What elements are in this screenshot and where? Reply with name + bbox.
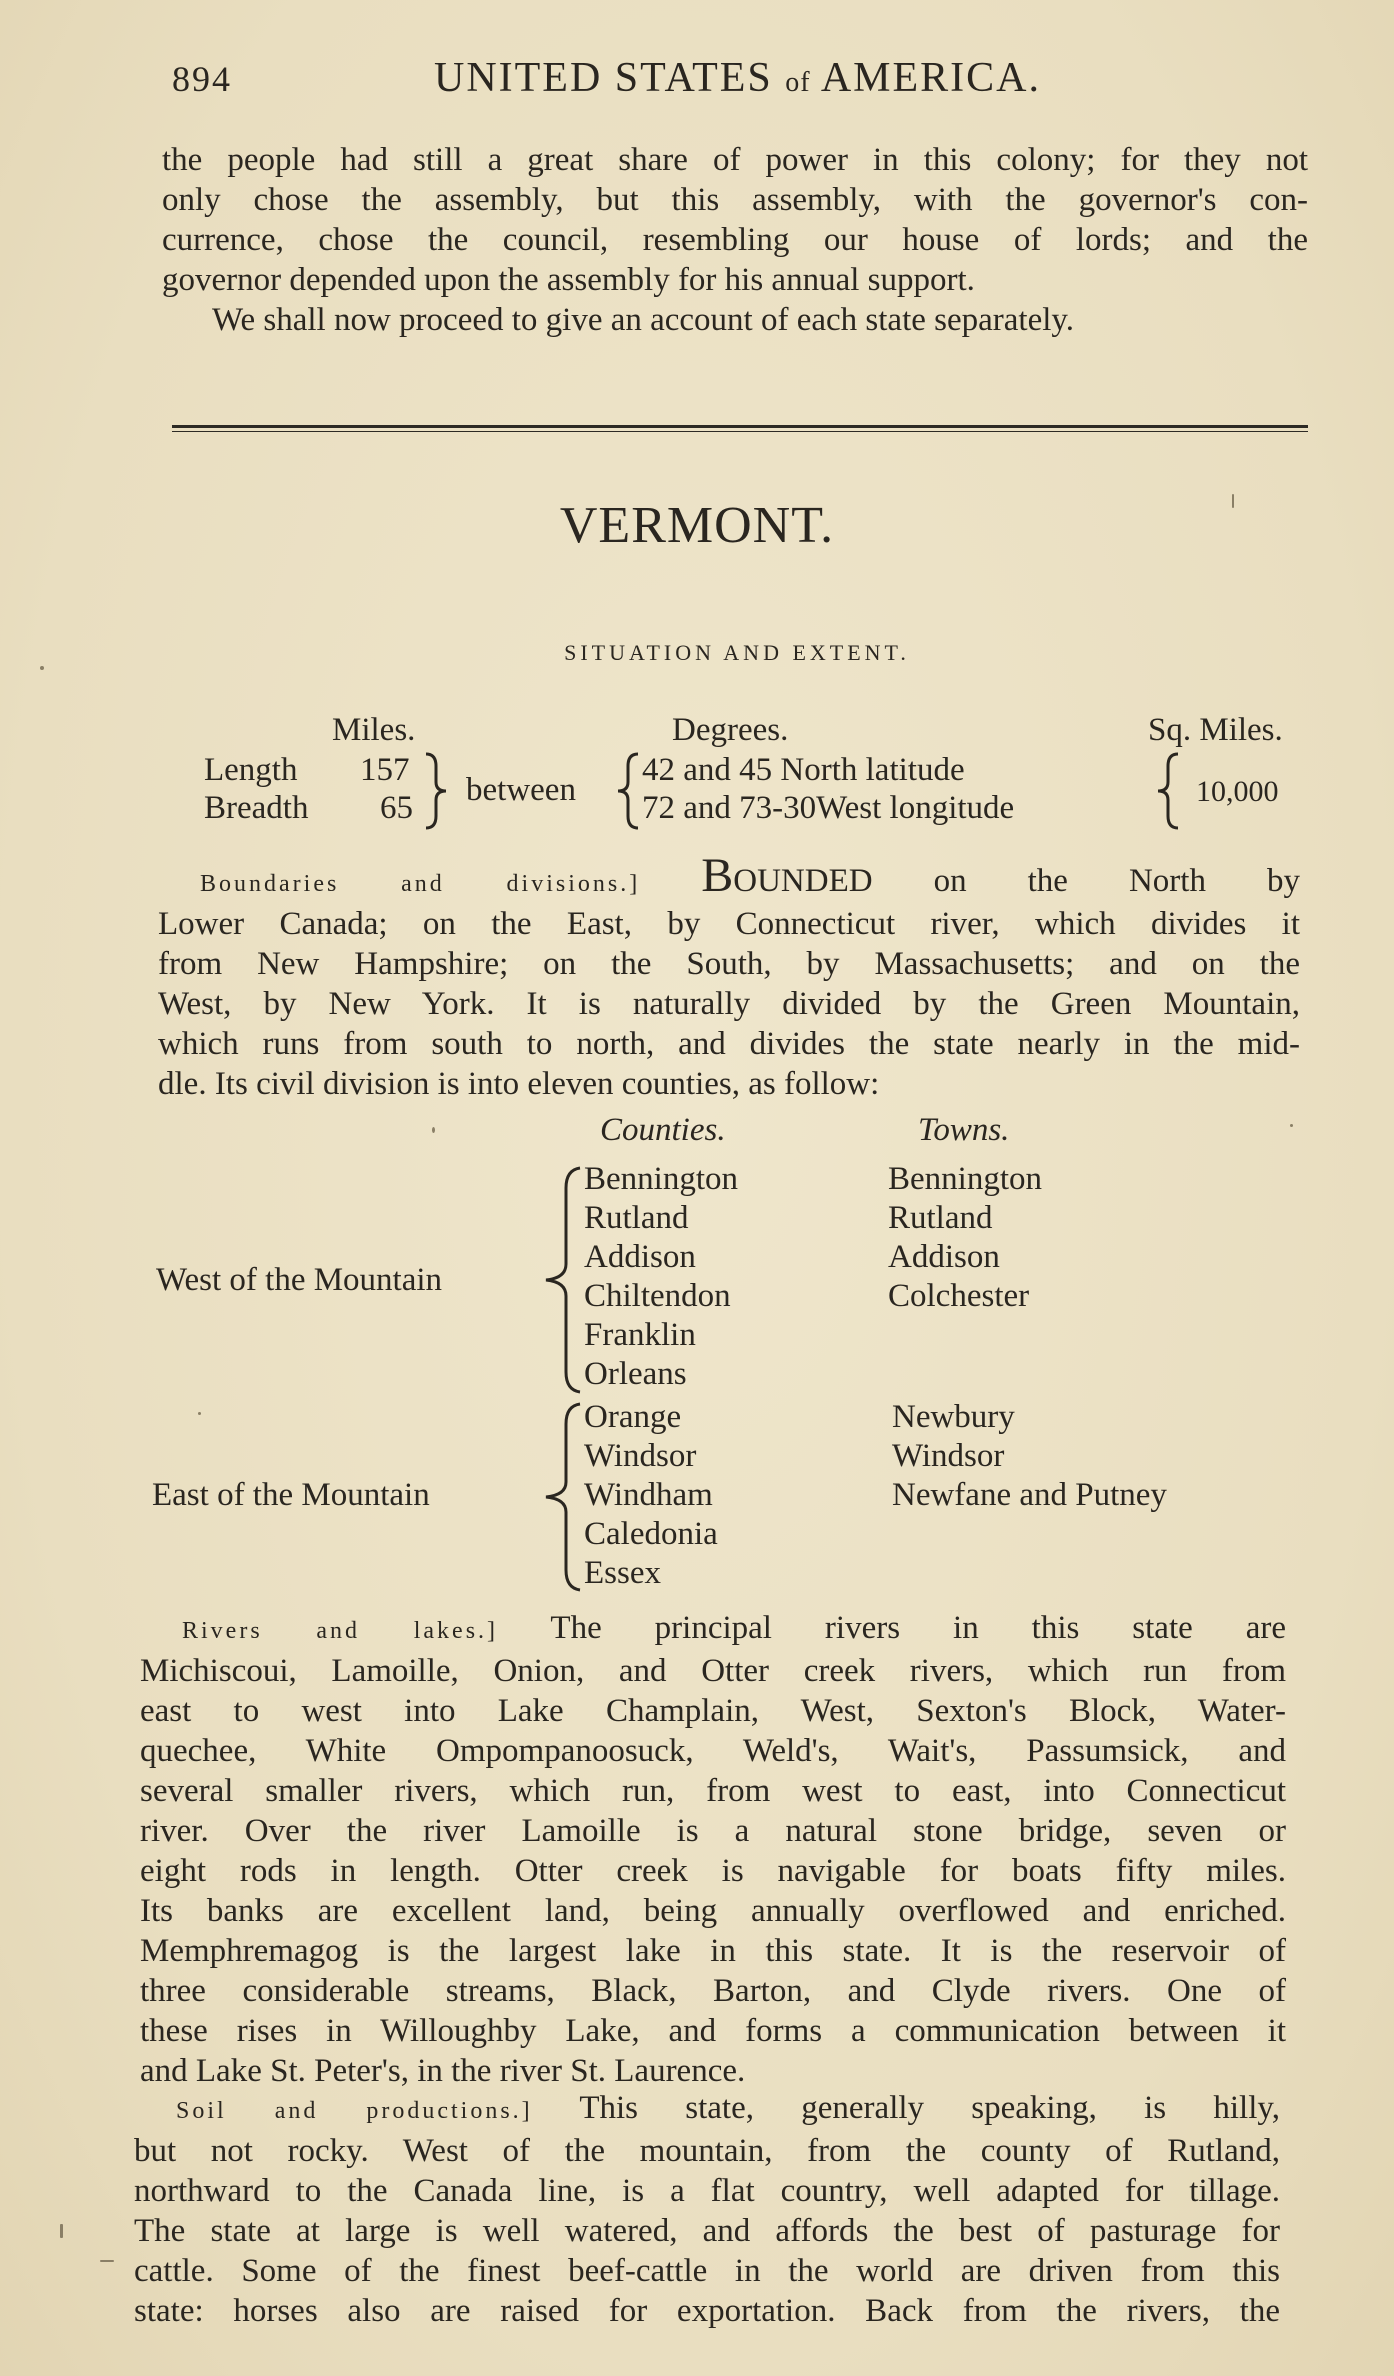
intro-line: currence, chose the council, resembling our house of lords; and the <box>162 222 1308 258</box>
county-name: Chiltendon <box>584 1278 731 1314</box>
west-region-label: West of the Mountain <box>156 1262 443 1298</box>
rivers-line: these rises in Willoughby Lake, and forms a communication between it <box>140 2013 1286 2049</box>
east-region-label: East of the Mountain <box>152 1477 430 1513</box>
intro-line: the people had still a great share of power in this colony; for they not <box>162 142 1308 178</box>
length-value: 157 <box>360 752 410 788</box>
section-divider-hairline <box>172 431 1308 432</box>
soil-line: state: horses also are raised for exportation. Back from the rivers, the <box>134 2293 1280 2329</box>
town-name: Bennington <box>888 1161 1042 1197</box>
section-divider-rule <box>172 425 1308 428</box>
paper-speck <box>60 2224 63 2238</box>
between-word: between <box>466 772 576 808</box>
boundaries-heading: Boundaries and divisions.] <box>200 871 641 897</box>
section-subheading: SITUATION AND EXTENT. <box>564 640 910 665</box>
paper-speck <box>198 1412 201 1415</box>
rivers-line: east to west into Lake Champlain, West, Sexton's Block, Water- <box>140 1693 1286 1729</box>
boundaries-line: from New Hampshire; on the South, by Massachusetts; and on the <box>158 946 1300 982</box>
boundaries-paragraph <box>158 849 1300 1104</box>
county-name: Franklin <box>584 1317 696 1353</box>
paper-speck <box>1232 494 1234 508</box>
town-name: Newfane and Putney <box>892 1477 1167 1513</box>
east-brace <box>540 1400 584 1594</box>
col-header-towns: Towns. <box>918 1112 1010 1148</box>
paper-speck <box>432 1127 435 1133</box>
county-name: Essex <box>584 1555 661 1591</box>
boundaries-line: West, by New York. It is naturally divided by the Green Mountain, <box>158 986 1300 1022</box>
intro-line: governor depended upon the assembly for his annual support. <box>162 262 975 298</box>
west-counties-list <box>584 1160 738 1394</box>
intro-paragraph <box>162 140 1308 340</box>
soil-paragraph <box>134 2088 1280 2331</box>
running-title <box>434 54 1041 102</box>
brace-right <box>424 752 448 830</box>
col-header-degrees: Degrees. <box>672 712 789 748</box>
county-name: Addison <box>584 1239 696 1275</box>
longitude-range: 72 and 73-30West longitude <box>642 790 1015 826</box>
intro-line: only chose the assembly, but this assembly, with the governor's con- <box>162 182 1308 218</box>
running-header <box>172 52 1312 102</box>
running-title-part-3: AMERICA. <box>820 55 1041 101</box>
col-header-counties: Counties. <box>600 1112 726 1148</box>
boundaries-first-line <box>158 849 1300 904</box>
soil-line: This state, generally speaking, is hilly, <box>579 2090 1280 2126</box>
col-header-miles: Miles. <box>332 712 416 748</box>
rivers-line: eight rods in length. Otter creek is navigable for boats fifty miles. <box>140 1853 1286 1889</box>
boundaries-dropcap: B <box>701 849 734 902</box>
running-title-part-2: of <box>785 67 811 98</box>
rivers-line: river. Over the river Lamoille is a natural stone bridge, seven or <box>140 1813 1286 1849</box>
rivers-line: Michiscoui, Lamoille, Onion, and Otter creek rivers, which run from <box>140 1653 1286 1689</box>
rivers-line: quechee, White Ompompanoosuck, Weld's, Wait's, Passumsick, and <box>140 1733 1286 1769</box>
rivers-paragraph <box>140 1608 1286 2091</box>
west-brace <box>540 1164 584 1396</box>
page-number: 894 <box>172 59 232 99</box>
rivers-first-line <box>140 1608 1286 1651</box>
paper-speck <box>40 666 44 670</box>
running-title-part-1: UNITED STATES <box>434 55 773 101</box>
soil-line: but not rocky. West of the mountain, from the county of Rutland, <box>134 2133 1280 2169</box>
boundaries-line: which runs from south to north, and divides the state nearly in the mid- <box>158 1026 1300 1062</box>
west-towns-list <box>888 1160 1042 1316</box>
county-name: Caledonia <box>584 1516 718 1552</box>
town-name: Newbury <box>892 1399 1015 1435</box>
col-header-sqmiles: Sq. Miles. <box>1148 712 1283 748</box>
town-name: Windsor <box>892 1438 1005 1474</box>
rivers-line: The principal rivers in this state are <box>550 1610 1287 1646</box>
paper-speck <box>1290 1124 1293 1127</box>
rivers-line: Memphremagog is the largest lake in this state. It is the reservoir of <box>140 1933 1286 1969</box>
intro-closing-line: We shall now proceed to give an account of each state separately. <box>212 302 1074 338</box>
rivers-line: several smaller rivers, which run, from west to east, into Connecticut <box>140 1773 1286 1809</box>
town-name: Rutland <box>888 1200 993 1236</box>
paper-speck <box>100 2260 114 2262</box>
brace-left <box>616 752 640 830</box>
boundaries-line: OUNDED on the North by <box>733 863 1300 899</box>
brace-area <box>1156 752 1180 830</box>
soil-line: cattle. Some of the finest beef-cattle in the world are driven from this <box>134 2253 1280 2289</box>
town-name: Colchester <box>888 1278 1030 1314</box>
soil-line: northward to the Canada line, is a flat country, well adapted for tillage. <box>134 2173 1280 2209</box>
rivers-line: Its banks are excellent land, being annually overflowed and enriched. <box>140 1893 1286 1929</box>
breadth-value: 65 <box>380 790 413 826</box>
county-name: Windsor <box>584 1438 697 1474</box>
boundaries-line: Lower Canada; on the East, by Connecticut river, which divides it <box>158 906 1300 942</box>
rivers-line: three considerable streams, Black, Barton, and Clyde rivers. One of <box>140 1973 1286 2009</box>
rivers-heading: Rivers and lakes.] <box>182 1618 499 1644</box>
latitude-range: 42 and 45 North latitude <box>642 752 965 788</box>
town-name: Addison <box>888 1239 1000 1275</box>
boundaries-line: dle. Its civil division is into eleven counties, as follow: <box>158 1066 880 1102</box>
soil-heading: Soil and productions.] <box>176 2098 533 2124</box>
rivers-line: and Lake St. Peter's, in the river St. Laurence. <box>140 2053 746 2089</box>
section-title: VERMONT. <box>559 497 835 554</box>
soil-line: The state at large is well watered, and affords the best of pasturage for <box>134 2213 1280 2249</box>
county-name: Rutland <box>584 1200 689 1236</box>
east-towns-list <box>892 1398 1167 1515</box>
area-value: 10,000 <box>1196 775 1279 808</box>
breadth-label: Breadth <box>204 790 309 826</box>
soil-first-line <box>134 2088 1280 2131</box>
length-label: Length <box>204 752 298 788</box>
county-name: Bennington <box>584 1161 738 1197</box>
county-name: Orange <box>584 1399 682 1435</box>
county-name: Orleans <box>584 1356 687 1392</box>
county-name: Windham <box>584 1477 713 1513</box>
east-counties-list <box>584 1398 718 1593</box>
